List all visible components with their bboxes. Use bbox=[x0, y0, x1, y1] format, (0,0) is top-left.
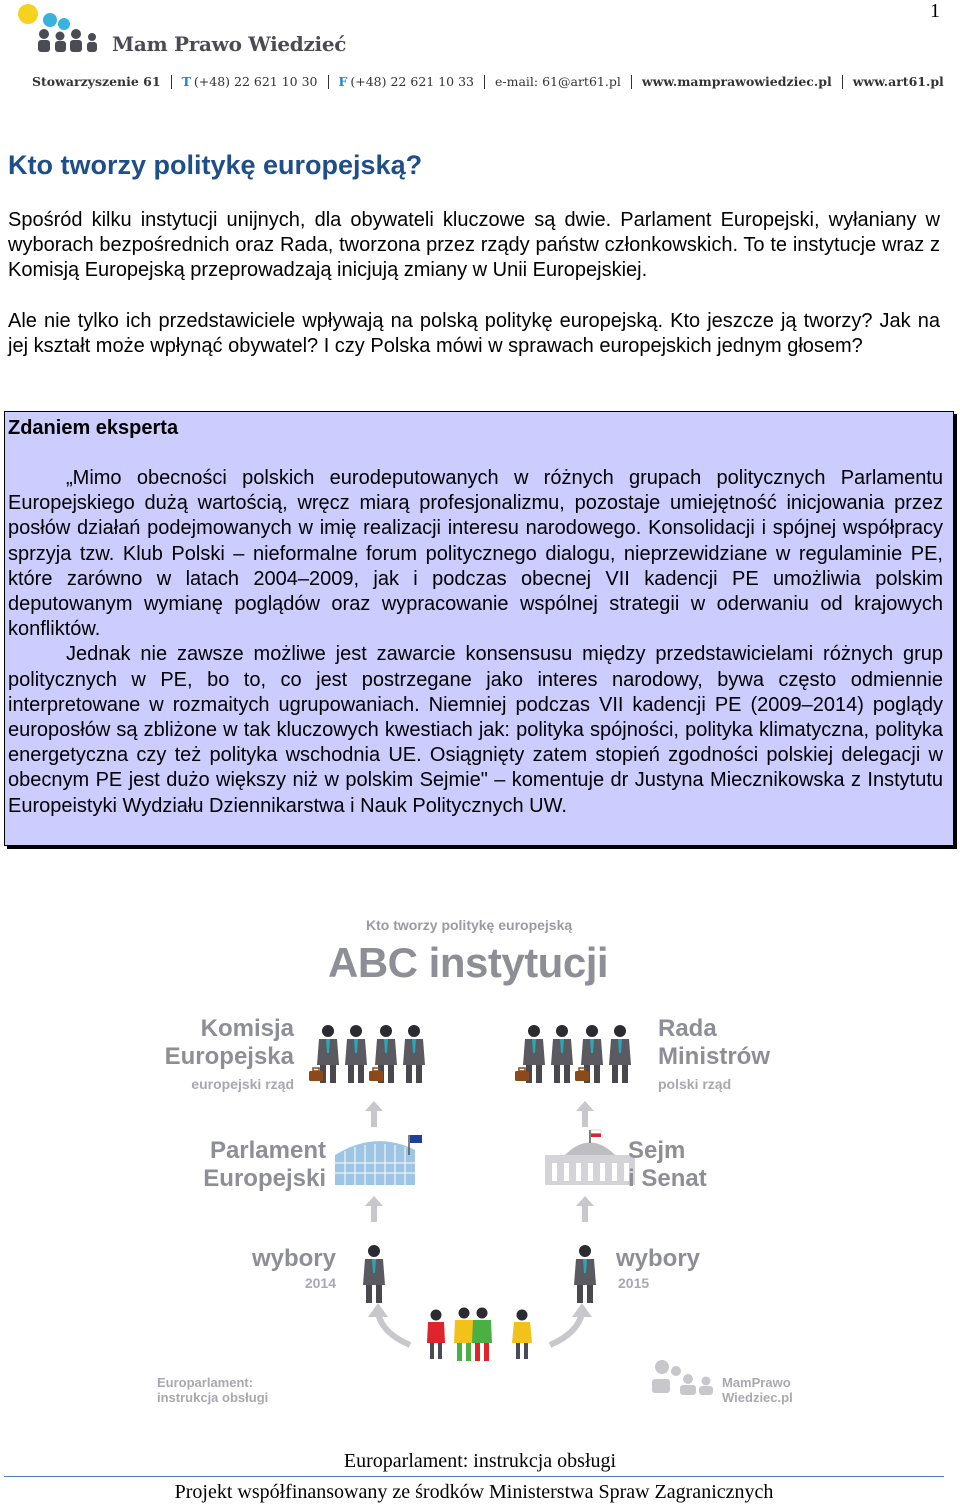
phone-number: (+48) 22 621 10 30 bbox=[193, 74, 318, 89]
footer-title: Europarlament: instrukcja obsługi bbox=[343, 1450, 617, 1472]
contact-line bbox=[32, 74, 944, 89]
parliament-label-line: Parlament bbox=[209, 1137, 326, 1164]
sejm-label bbox=[628, 1137, 707, 1193]
council-label bbox=[658, 1015, 770, 1071]
sejm-label-line: i Senat bbox=[628, 1165, 707, 1192]
fax-number: (+48) 22 621 10 33 bbox=[350, 74, 474, 89]
infographic-footer-line: Wiedziec.pl bbox=[722, 1390, 793, 1405]
organization-name: Stowarzyszenie 61 bbox=[32, 74, 161, 89]
infographic-footer-line: Europarlament: bbox=[157, 1375, 254, 1390]
elected-representative-icon bbox=[363, 1245, 596, 1303]
expert-box-title: Zdaniem eksperta bbox=[8, 417, 179, 439]
website-link-mamprawowiedziec[interactable]: www.mamprawowiedziec.pl bbox=[641, 74, 832, 89]
expert-paragraph: „Mimo obecności polskich eurodeputowanych w różnych grupach politycznych Parlamentu Europejskiego dużą wartością, wręcz miarą profesjonalizmu, pozostaje umiejętność inicjowania przez posłów działań podejmowanych w imię realizacji interesu narodowego. Konsolidacji i spójnej współpracy sprzyja tzw. Klub Polski – nieformalne forum politycznego dialogu, nieprzewidziane w regulaminie PE, które zarówno w latach 2004–2009, jak i podczas obecnej VII kadencji PE umożliwia polskim deputowanym wymianę poglądów oraz wypracowanie wspólnej strategii w oderwaniu od krajowych konfliktów. bbox=[8, 467, 943, 641]
commission-label bbox=[158, 1015, 294, 1071]
fax-label: F bbox=[338, 74, 348, 89]
divider bbox=[842, 75, 843, 89]
expert-opinion-box bbox=[4, 411, 954, 846]
commission-sublabel: europejski rząd bbox=[191, 1076, 294, 1092]
article-title: Kto tworzy politykę europejską? bbox=[8, 150, 423, 180]
council-sublabel: polski rząd bbox=[658, 1076, 732, 1092]
council-members-icon bbox=[515, 1025, 631, 1083]
citizens-icon bbox=[427, 1308, 532, 1362]
infographic-footer-left bbox=[157, 1375, 268, 1405]
page-number: 1 bbox=[930, 0, 940, 22]
commission-members-icon bbox=[309, 1025, 425, 1083]
divider bbox=[171, 75, 172, 89]
article-paragraph: Ale nie tylko ich przedstawiciele wpływają na polską politykę europejską. Kto jeszcze ją tworzy? Jak na jej kształt może wpłynąć obywatel? I czy Polska mówi w sprawach europejskich jednym głosem? bbox=[8, 310, 940, 358]
infographic-footer-line: instrukcja obsługi bbox=[157, 1390, 269, 1405]
sejm-label-line: Sejm bbox=[628, 1137, 686, 1164]
election-year-right: 2015 bbox=[618, 1275, 650, 1291]
email-address[interactable]: e-mail: 61@art61.pl bbox=[494, 74, 621, 89]
election-label-right: wybory bbox=[616, 1245, 701, 1272]
logo bbox=[14, 4, 347, 56]
phone-label: T bbox=[181, 74, 191, 89]
divider bbox=[328, 75, 329, 89]
mamprawowiedziec-logo-icon bbox=[652, 1360, 713, 1395]
infographic-footer-right bbox=[722, 1375, 793, 1405]
council-label-line: Rada bbox=[658, 1015, 717, 1042]
divider bbox=[631, 75, 632, 89]
article-paragraph: Spośród kilku instytucji unijnych, dla obywateli kluczowe są dwie. Parlament Europejski, wyłaniany w wyborach bezpośrednich oraz Rada, tworzona przez rządy państw członkowskich. To te instytucje wraz z Komisją Europejską przeprowadzają inicjują zmiany w Unii Europejskiej. bbox=[8, 209, 940, 282]
infographic-footer-line: MamPrawo bbox=[722, 1375, 791, 1390]
council-label-line: Ministrów bbox=[658, 1043, 770, 1070]
parliament-label bbox=[186, 1137, 326, 1193]
logo-text: Mam Prawo Wiedzieć bbox=[112, 32, 347, 56]
divider bbox=[484, 75, 485, 89]
election-label-left: wybory bbox=[251, 1245, 336, 1272]
website-link-art61[interactable]: www.art61.pl bbox=[852, 74, 944, 89]
expert-paragraph: Jednak nie zawsze możliwe jest zawarcie konsensusu między przedstawicielami różnych grup politycznych w PE, bo to, co jest postrzegane jako interes narodowy, bywa często odmiennie interpretowane w rozmaitych ugrupowaniach. Niemniej podczas VII kadencji PE (2009–2014) poglądy europosłów są zbliżone w tak kluczowych kwestiach jak: polityka spójności, polityka klimatyczna, polityka energetyczna czy też polityka wschodnia UE. Osiągnięty zatem stopień zgodności polskiej delegacji w obecnym PE jest dużo większy niż w polskim Sejmie" – komentuje dr Justyna Miecznikowska z Instytutu Europeistyki Wydziału Dziennikarstwa i Nauk Politycznych UW. bbox=[8, 643, 943, 817]
logo-people-icon bbox=[14, 4, 104, 54]
sejm-building-icon bbox=[545, 1130, 635, 1185]
institutions-infographic bbox=[120, 905, 840, 1415]
commission-label-line: Europejska bbox=[164, 1043, 294, 1070]
infographic-title: ABC instytucji bbox=[328, 939, 609, 986]
parliament-label-line: Europejski bbox=[203, 1165, 326, 1192]
footer-funding-note: Projekt współfinansowany ze środków Ministerstwa Spraw Zagranicznych bbox=[174, 1481, 774, 1503]
european-parliament-building-icon bbox=[335, 1135, 422, 1185]
commission-label-line: Komisja bbox=[200, 1015, 294, 1042]
election-year-left: 2014 bbox=[304, 1275, 336, 1291]
footer-divider bbox=[4, 1476, 944, 1477]
infographic-subtitle: Kto tworzy politykę europejską bbox=[366, 917, 573, 933]
